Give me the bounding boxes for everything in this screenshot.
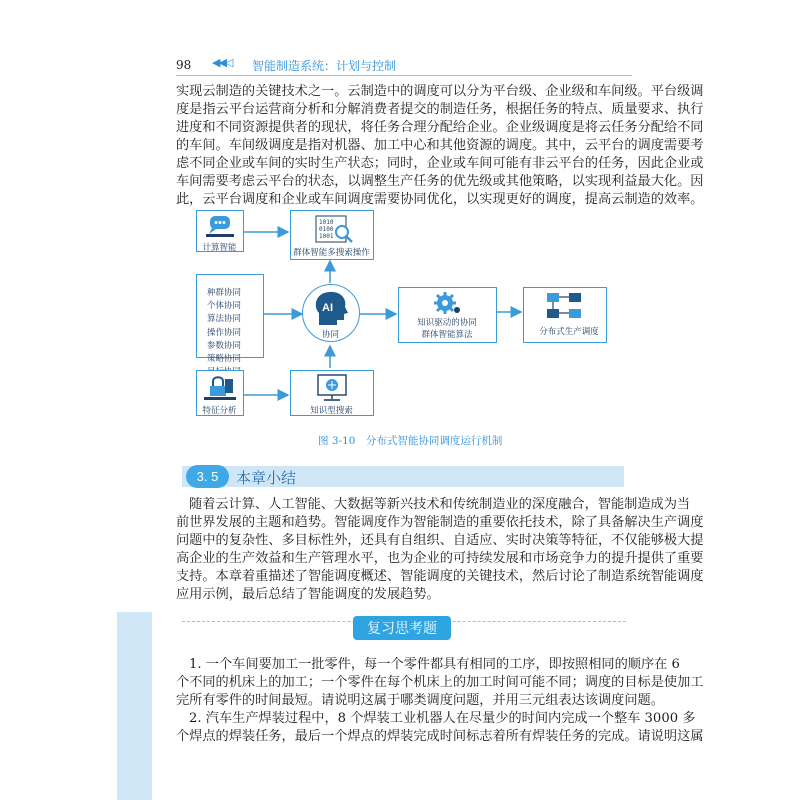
section-title: 本章小结 <box>236 470 297 487</box>
figure-caption: 图 3-10 分布式智能协同调度运行机制 <box>318 435 503 447</box>
node-search-label: 知识型搜索 <box>310 406 353 416</box>
node-compute-intelligence <box>196 210 244 252</box>
collab-item: 个体协同 <box>206 301 241 312</box>
svg-text:0100: 0100 <box>319 226 334 233</box>
text-line: 度是指云平台运营商分析和分解消费者提交的制造任务，根据任务的特点、质量要求、执行 <box>176 102 704 117</box>
node-knowledge-search <box>290 370 374 416</box>
ai-text: AI <box>322 302 333 314</box>
text-line: 个不同的机床上的加工；一个零件在每个机床上的加工时间可能不同；调度的目标是使加工 <box>176 675 704 690</box>
collab-item: 参数协同 <box>206 340 241 351</box>
text-line: 虑不同企业或车间的实时生产状态；同时，企业或车间可能有非云平台的任务，因此企业或 <box>176 156 704 171</box>
node-knowledge-algorithm <box>398 287 497 343</box>
book-title: 智能制造系统：计划与控制 <box>252 59 397 73</box>
ai-head-icon <box>303 287 359 329</box>
node-swarm-search <box>290 210 374 260</box>
paragraph-cloud-scheduling <box>176 83 704 209</box>
svg-text:1001: 1001 <box>319 233 334 240</box>
text-line: 应用示例，最后总结了智能调度的发展趋势。 <box>176 587 440 602</box>
collab-item: 操作协同 <box>206 327 241 338</box>
header-rule <box>176 75 632 76</box>
text-line: 完所有零件的时间最短。请说明这属于哪类调度问题，并用三元组表达该调度问题。 <box>176 693 664 708</box>
text-line: 实现云制造的关键技术之一。云制造中的调度可以分为平台级、企业级和车间级。平台级调 <box>176 84 704 99</box>
collab-list <box>204 287 244 379</box>
text-line: 车间需要考虑云平台的状态，以调整生产任务的优先级或其他策略，以实现利益最大化。因 <box>176 174 704 189</box>
text-line: 个焊点的焊装任务，最后一个焊点的焊装完成时间标志着所有焊装任务的完成。请说明这属 <box>176 729 704 744</box>
node-ai <box>302 284 360 342</box>
page-side-strip <box>117 612 152 800</box>
review-question-2 <box>176 710 704 746</box>
lock-device-icon <box>198 372 242 404</box>
review-question-1 <box>176 656 704 710</box>
text-line: 随着云计算、人工智能、大数据等新兴技术和传统制造业的深度融合，智能制造成为当 <box>189 497 691 512</box>
page-number: 98 <box>176 58 192 72</box>
review-title: 复习思考题 <box>353 616 451 640</box>
collab-item: 策略协同 <box>206 354 241 365</box>
text-line: 问题中的复杂性、多目标性外，还具有自组织、自适应、实时决策等特征，不仅能够极大提 <box>176 533 704 548</box>
node-feature-label: 特征分析 <box>202 406 237 416</box>
node-swarm-label: 群体智能多搜索操作 <box>293 248 370 258</box>
text-line: 进度和不同资源提供者的现状，将任务合理分配给企业。企业级调度是将云任务分配给不同 <box>176 120 704 135</box>
node-algo-label-2: 群体智能算法 <box>421 330 473 340</box>
svg-text:1010: 1010 <box>319 219 334 226</box>
node-distributed-scheduling <box>523 287 607 343</box>
text-line: 的车间。车间级调度是指对机器、加工中心和其他资源的调度。其中，云平台的调度需要考 <box>176 138 704 153</box>
gear-icon <box>399 290 495 318</box>
section-number: 3. 5 <box>186 465 229 488</box>
binary-search-icon <box>292 212 372 246</box>
paragraph-chapter-summary <box>176 496 704 604</box>
speech-bubble-icon <box>198 212 242 240</box>
text-line: 此，云平台调度和企业或车间调度需要协同优化，以实现更好的调度，提高云制造的效率。 <box>176 192 704 207</box>
text-line: 2. 汽车生产焊装过程中，8 个焊装工业机器人在尽量少的时间内完成一个整车 3000 多 <box>189 711 696 726</box>
text-line: 前世界发展的主题和趋势。智能调度作为智能制造的重要依托技术，除了具备解决生产调度 <box>176 515 704 530</box>
text-line: 高企业的生产效益和生产管理水平，也为企业的可持续发展和市场竞争力的提升提供了重要 <box>176 551 704 566</box>
node-ai-label: 协同 <box>321 330 339 340</box>
monitor-brain-icon <box>292 372 372 404</box>
header-arrows-icon: ◀◀◁ <box>212 57 232 69</box>
node-algo-label-1: 知识驱动的协同 <box>417 318 477 328</box>
node-feature-analysis <box>196 370 244 416</box>
flowchart-icon <box>525 290 605 324</box>
text-line: 支持。本章着重描述了智能调度概述、智能调度的关键技术，然后讨论了制造系统智能调度 <box>176 569 704 584</box>
node-distributed-label: 分布式生产调度 <box>539 327 599 337</box>
text-line: 1. 一个车间要加工一批零件，每一个零件都具有相同的工序，即按照相同的顺序在 6 <box>189 657 680 672</box>
collab-item: 种群协同 <box>206 288 241 298</box>
node-compute-label: 计算智能 <box>202 243 237 253</box>
collab-item: 算法协同 <box>206 314 241 325</box>
